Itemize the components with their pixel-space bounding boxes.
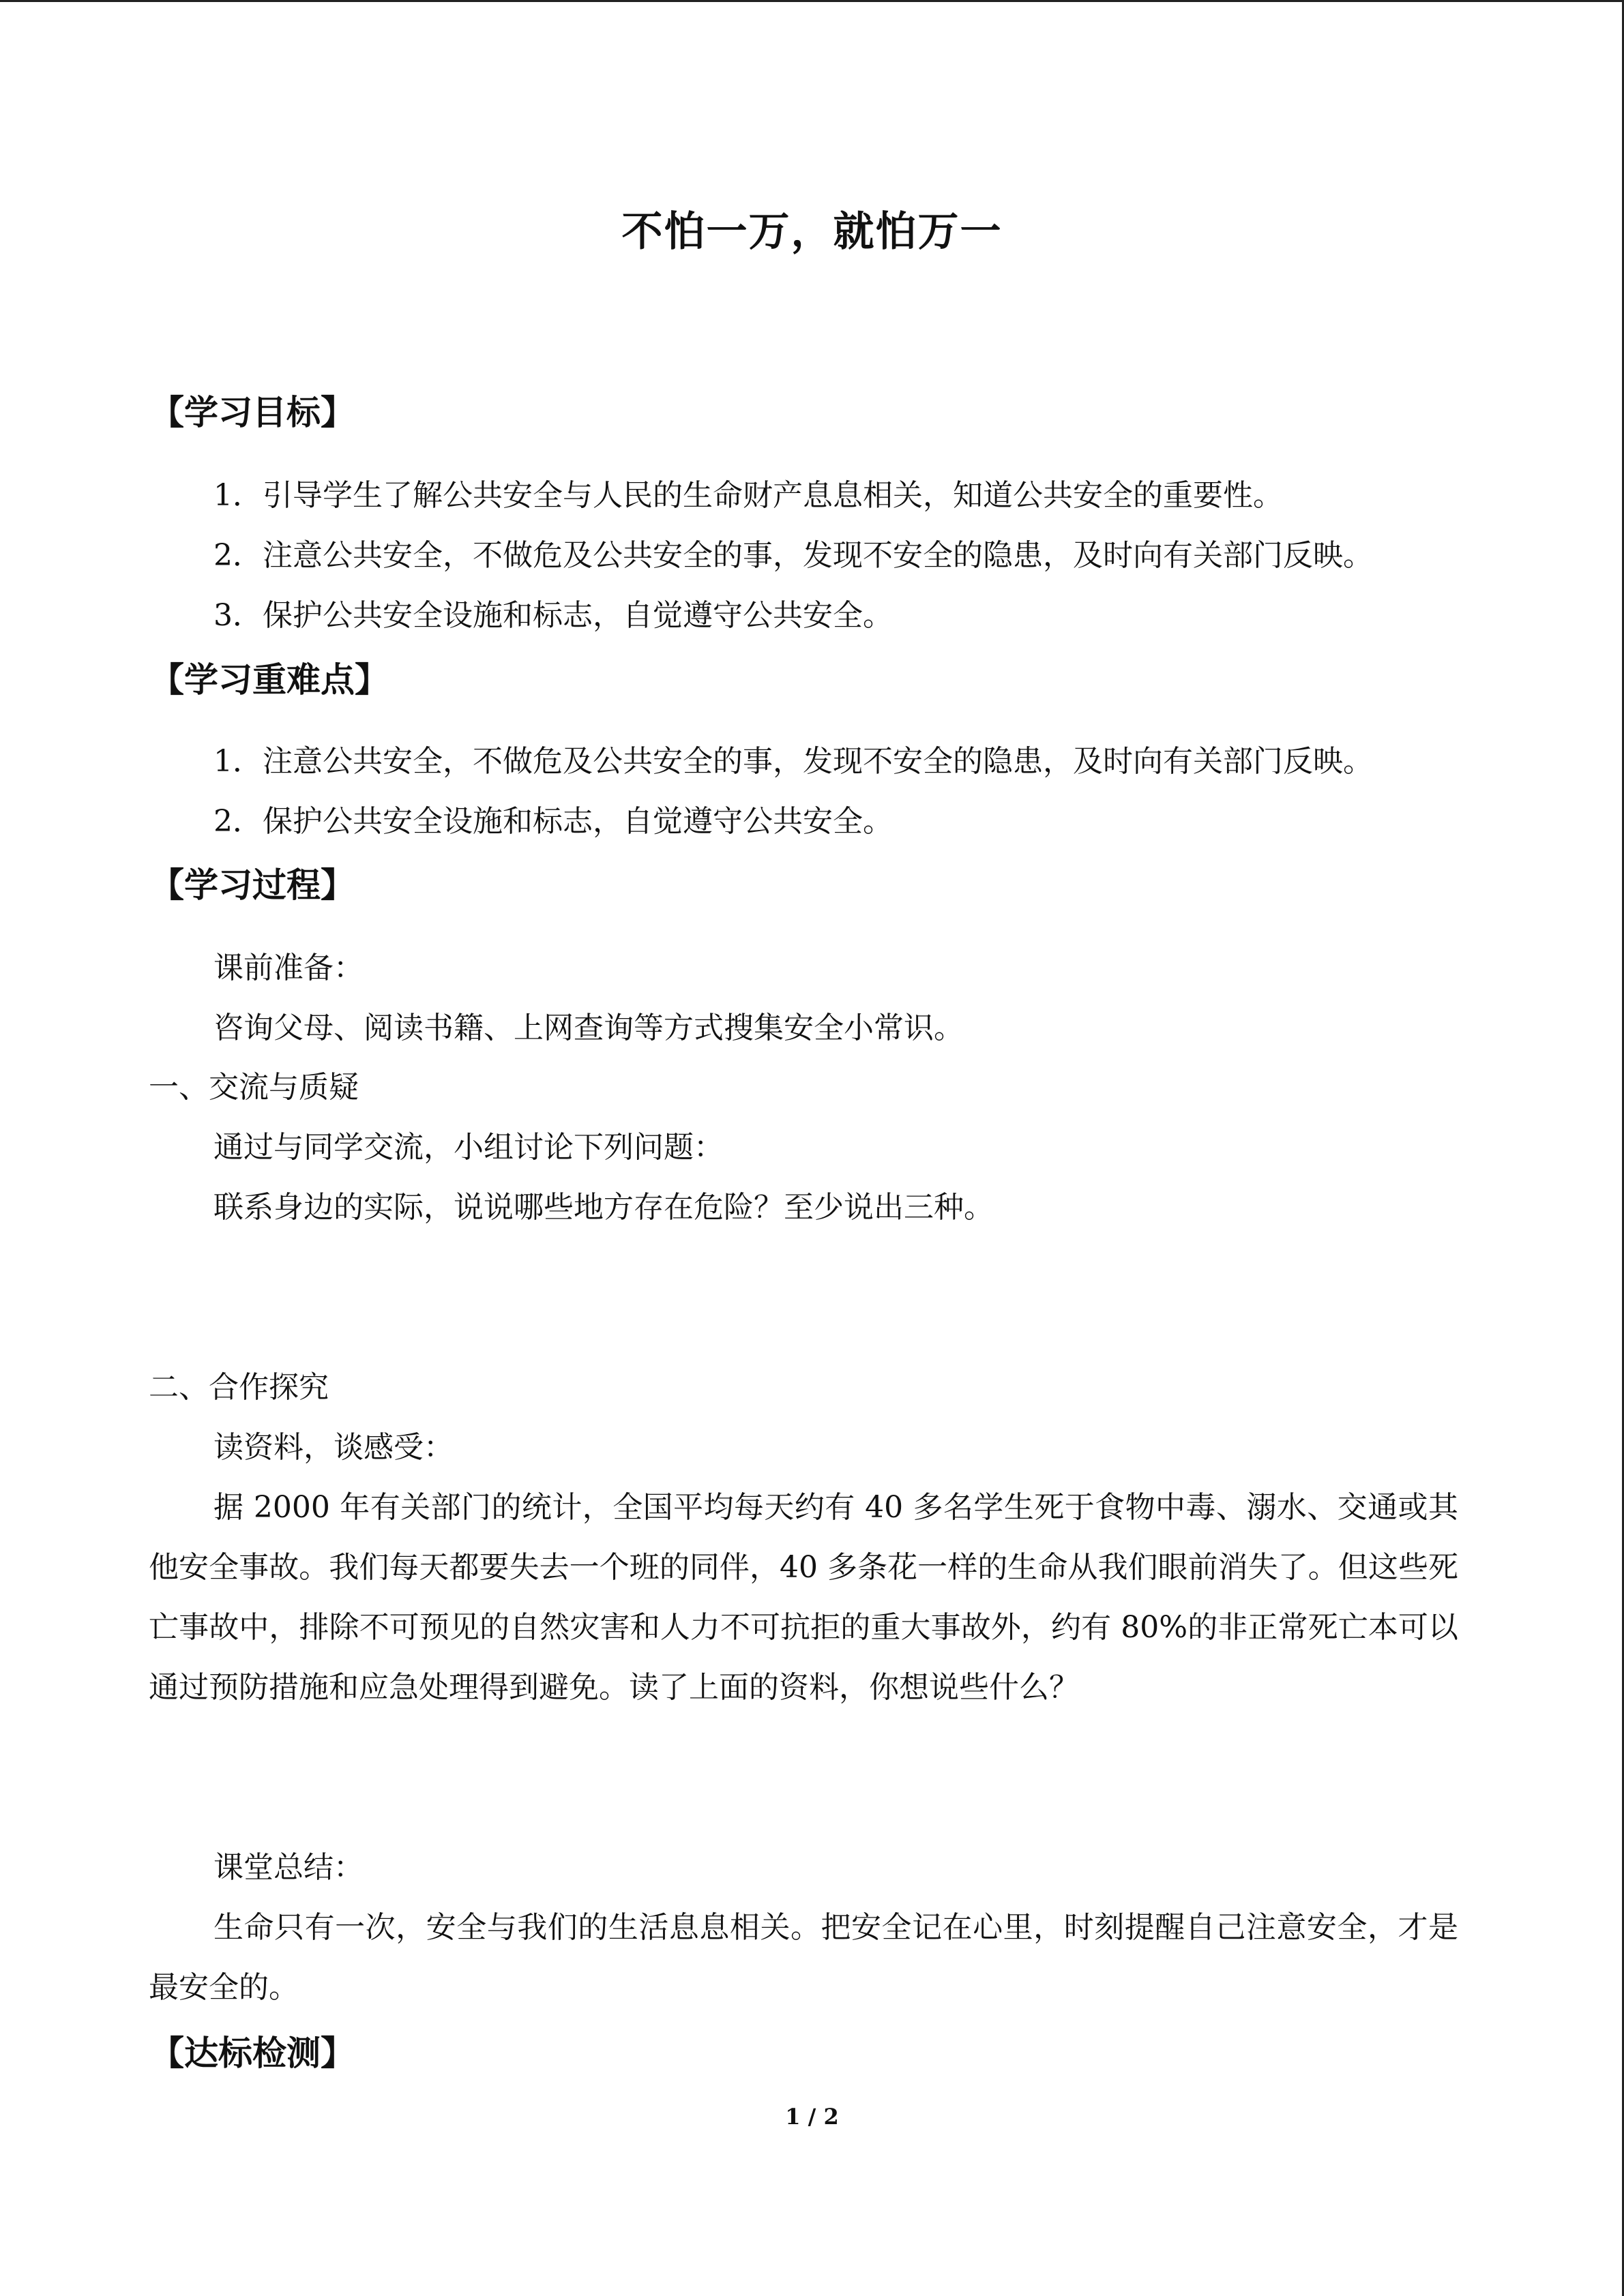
goal-item-2: 2．注意公共安全，不做危及公共安全的事，发现不安全的隐患，及时向有关部门反映。	[213, 538, 1373, 573]
heading-learning-process: 【学习过程】	[150, 865, 355, 905]
prep-text: 咨询父母、阅读书籍、上网查询等方式搜集安全小常识。	[213, 1011, 964, 1045]
heading-assessment: 【达标检测】	[150, 2033, 355, 2073]
key-point-item-2: 2．保护公共安全设施和标志，自觉遵守公共安全。	[213, 804, 893, 839]
summary-text: 生命只有一次，安全与我们的生活息息相关。把安全记在心里，时刻提醒自己注意安全，才是最安全的。	[149, 1910, 1458, 2005]
part1-intro: 通过与同学交流，小组讨论下列问题：	[213, 1130, 724, 1165]
part2-title: 二、合作探究	[149, 1370, 329, 1405]
key-point-item-1: 1．注意公共安全，不做危及公共安全的事，发现不安全的隐患，及时向有关部门反映。	[213, 744, 1373, 779]
part2-intro: 读资料，谈感受：	[213, 1430, 454, 1465]
page-number: 1 / 2	[785, 2104, 839, 2130]
part2-paragraph: 据 2000 年有关部门的统计，全国平均每天约有 40 多名学生死于食物中毒、溺水、交通或其他安全事故。我们每天都要失去一个班的同伴，40 多条花一样的生命从我们眼前消失了。但这些死亡事故中，排除不可预见的自然灾害和人力不可抗拒的重大事故外，约有 80%的非正常死亡本可以通过预防措施和应急处理得到避免。读了上面的资料，你想说些什么？	[149, 1490, 1458, 1705]
part1-title: 一、交流与质疑	[149, 1070, 359, 1105]
part1-question: 联系身边的实际，说说哪些地方存在危险？至少说出三种。	[213, 1190, 994, 1225]
summary-label: 课堂总结：	[213, 1850, 364, 1885]
prep-label: 课前准备：	[213, 951, 364, 985]
goal-item-3: 3．保护公共安全设施和标志，自觉遵守公共安全。	[213, 598, 893, 633]
document-title: 不怕一万，就怕万一	[621, 208, 1003, 256]
page-border-top	[0, 0, 1624, 2]
goal-item-1: 1．引导学生了解公共安全与人民的生命财产息息相关，知道公共安全的重要性。	[213, 478, 1283, 513]
heading-key-points: 【学习重难点】	[150, 660, 389, 700]
heading-learning-goals: 【学习目标】	[150, 393, 355, 432]
